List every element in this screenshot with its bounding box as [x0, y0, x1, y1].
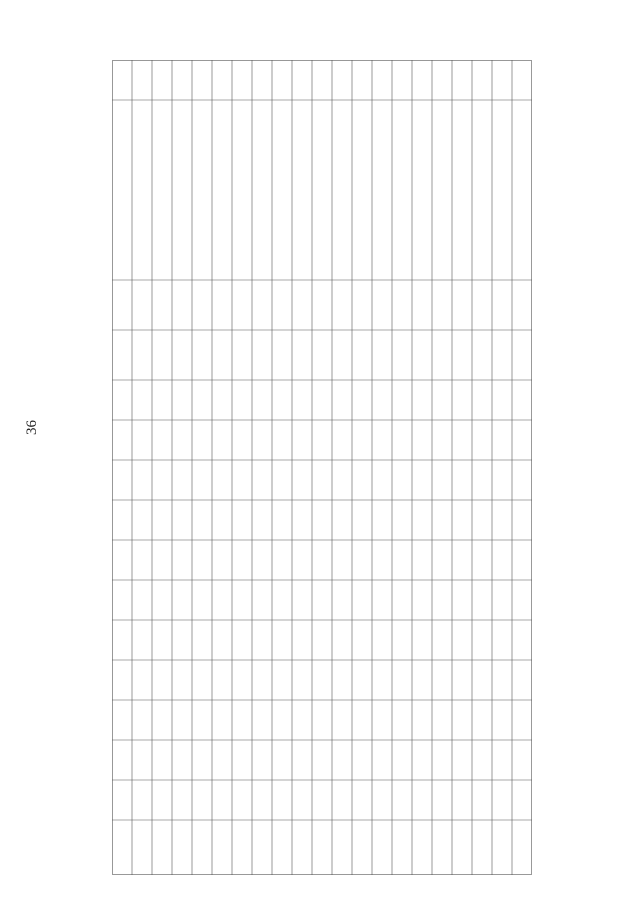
- table-border: [113, 61, 532, 875]
- page-number: 36: [24, 420, 40, 435]
- table-rules: [112, 60, 532, 875]
- landscape-table-grid: [112, 60, 532, 875]
